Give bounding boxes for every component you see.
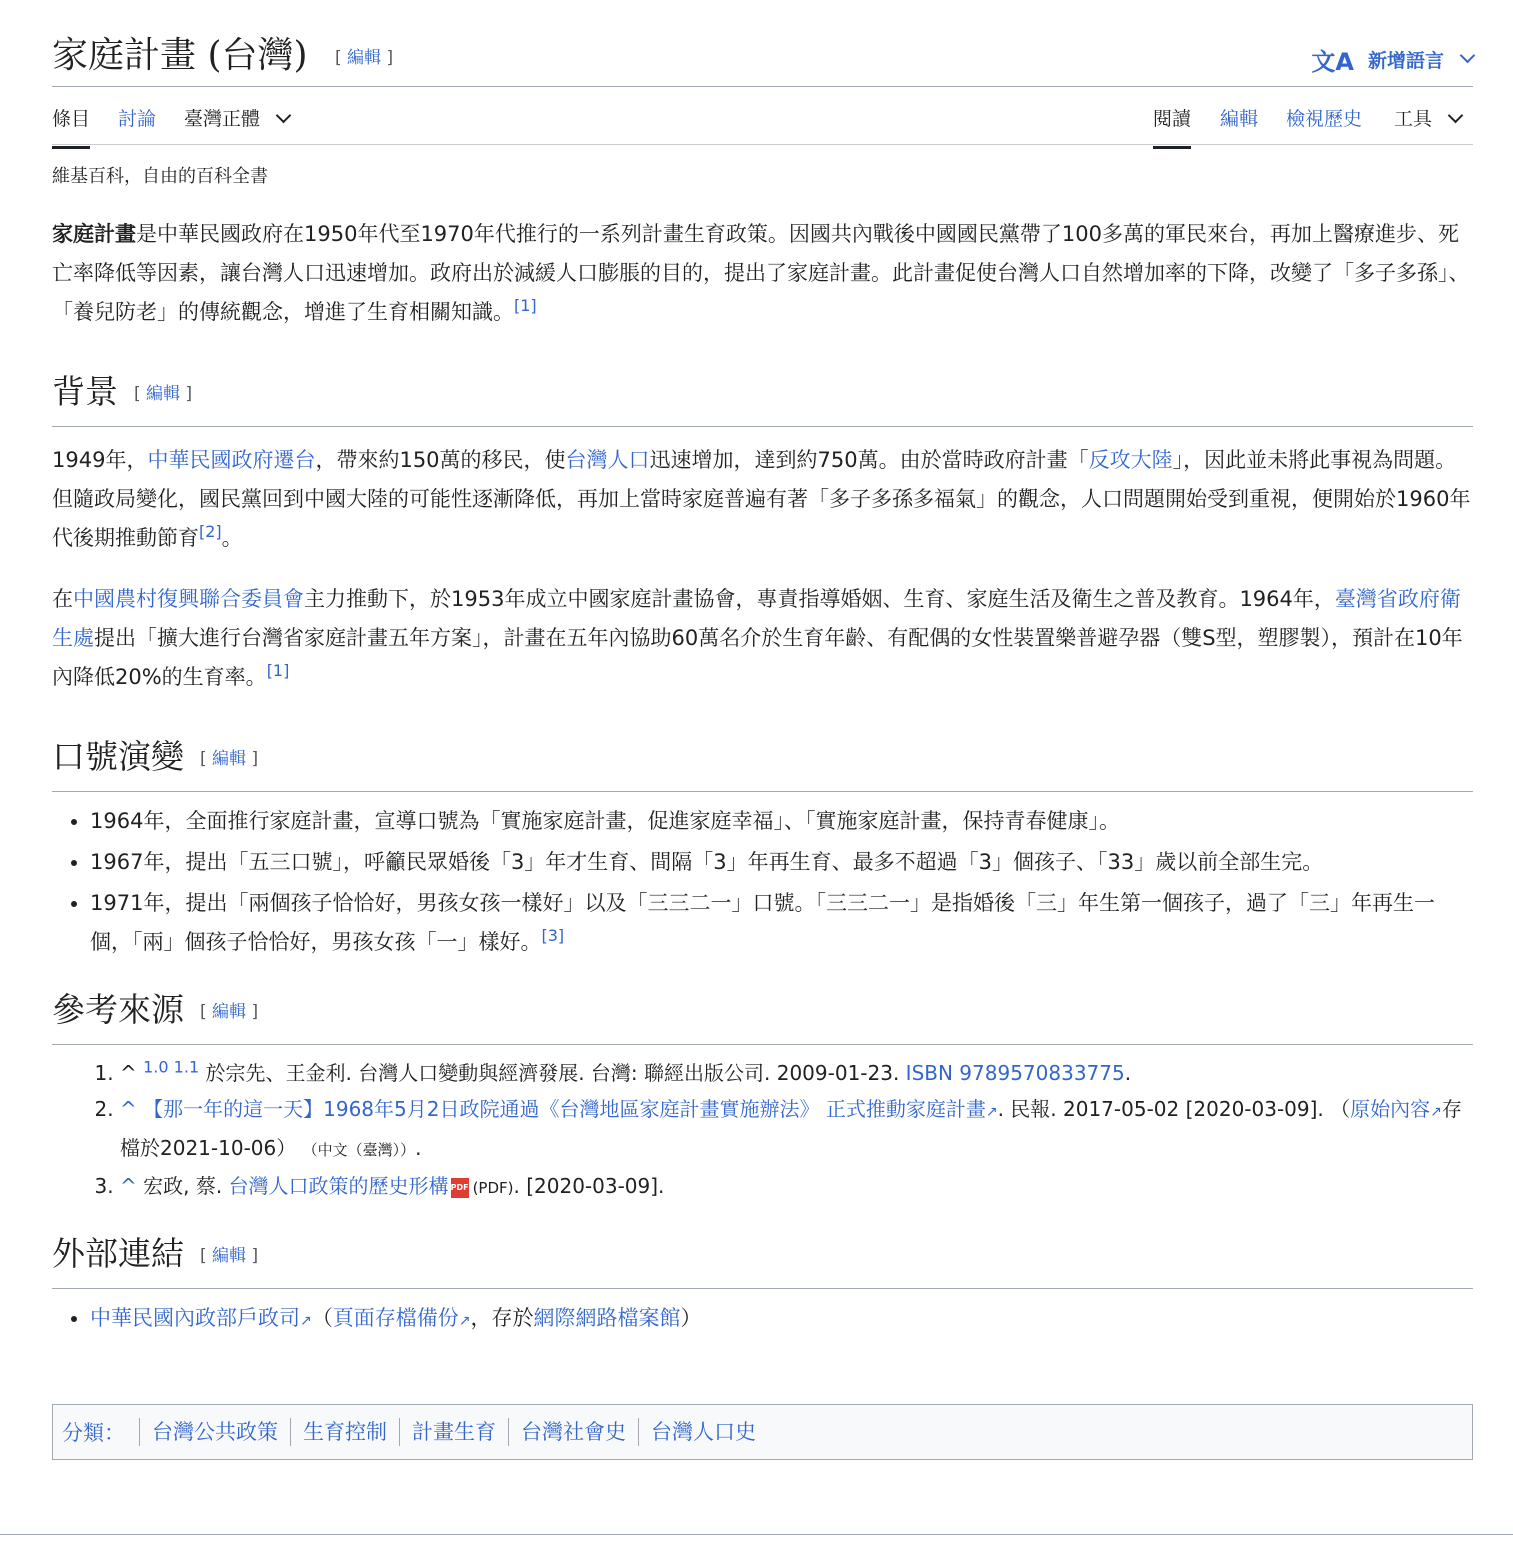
- section-edit: [ 編輯 ]: [200, 1002, 259, 1022]
- intro-bold: 家庭計畫: [52, 222, 136, 246]
- external-link-icon: ↗: [300, 1313, 312, 1329]
- language-note: （中文（臺灣））: [302, 1141, 416, 1159]
- section-external: [52, 1230, 1473, 1341]
- ref-link[interactable]: [1]: [266, 661, 290, 680]
- text: 1949年，: [52, 448, 148, 472]
- article-body: [52, 215, 1473, 1343]
- paragraph: [52, 580, 1473, 697]
- title-row: [52, 30, 1473, 87]
- intro-text: 是中華民國政府在1950年代至1970年代推行的一系列計畫生育政策。因國共內戰後中國國民黨帶了100多萬的軍民來台，再加上醫療進步、死亡率降低等因素，讓台灣人口迅速增加。政府出於減緩人口膨脹的目的，提出了家庭計畫。此計畫促使台灣人口自然增加率的下降，改變了「多子多孫」、「養兒防老」的傳統觀念，增進了生育相關知識。: [52, 222, 1470, 324]
- reference-item: [120, 1091, 1473, 1168]
- pdf-icon: PDF: [451, 1178, 469, 1198]
- text: 」，因此並未將此事視為問題。但隨政局變化，國民黨回到中國大陸的可能性逐漸降低，再加上當時家庭普遍有著「多子多孫多福氣」的觀念，人口問題開始受到重視，便開始於1960年代後期推動節育: [52, 448, 1471, 550]
- section-heading: [52, 368, 1473, 427]
- category-link[interactable]: 台灣社會史: [508, 1418, 638, 1446]
- section-edit-link[interactable]: 編輯: [212, 749, 247, 769]
- external-link-icon: ↗: [1430, 1104, 1442, 1120]
- heading-text: 口號演變: [52, 737, 184, 776]
- wiki-link[interactable]: 中國農村復興聯合委員會: [73, 587, 304, 611]
- section-edit-link[interactable]: 編輯: [146, 384, 181, 404]
- section-edit-link[interactable]: 編輯: [212, 1002, 247, 1022]
- paragraph: [52, 441, 1473, 558]
- text: 。: [221, 526, 243, 550]
- external-link[interactable]: 【那一年的這一天】1968年5月2日政院通過《台灣地區家庭計畫實施辦法》 正式推動家庭計畫: [143, 1097, 986, 1121]
- text: .: [1124, 1061, 1132, 1085]
- category-label[interactable]: 分類：: [62, 1421, 125, 1445]
- text: 於宗先、王金利. 台灣人口變動與經濟發展. 台灣: 聯經出版公司. 2009-01-23.: [205, 1061, 906, 1085]
- list-item: • 1964年，全面推行家庭計畫，宣導口號為「實施家庭計畫，促進家庭幸福」、「實施家庭計畫，保持青春健康」。: [90, 802, 1473, 841]
- text: . [2020-03-09].: [513, 1174, 665, 1198]
- heading-text: 參考來源: [52, 990, 184, 1029]
- page-title-text: 家庭計畫 (台灣): [52, 35, 308, 76]
- text: （: [311, 1306, 333, 1330]
- footer-divider: [0, 1534, 1513, 1535]
- text: ）: [680, 1306, 702, 1330]
- ref-link[interactable]: [2]: [199, 522, 222, 541]
- chevron-down-icon: [1448, 108, 1464, 124]
- page-title: [52, 32, 393, 82]
- heading-text: 外部連結: [52, 1234, 184, 1273]
- section-heading: [52, 733, 1473, 792]
- tab-history[interactable]: 檢視歷史: [1286, 108, 1363, 130]
- category-link[interactable]: 台灣公共政策: [139, 1418, 290, 1446]
- ref-link[interactable]: [1]: [514, 296, 537, 315]
- text: 在: [52, 587, 73, 611]
- list-item: [90, 1299, 1473, 1341]
- text: ，存於: [470, 1306, 534, 1330]
- text: ，帶來約150萬的移民，使: [315, 448, 566, 472]
- add-language-label: 新增語言: [1367, 50, 1444, 72]
- backref-link[interactable]: ^: [120, 1174, 137, 1198]
- tab-read[interactable]: 閱讀: [1153, 106, 1191, 149]
- site-tagline: 維基百科，自由的百科全書: [52, 166, 268, 187]
- external-link-icon: ↗: [985, 1104, 998, 1120]
- wiki-link[interactable]: 反攻大陸: [1088, 448, 1173, 472]
- backref: ^: [120, 1061, 137, 1085]
- section-heading: [52, 1230, 1473, 1289]
- section-edit-link[interactable]: 編輯: [212, 1246, 247, 1266]
- list-item: [90, 884, 1473, 962]
- section-edit: [ 編輯 ]: [134, 384, 193, 404]
- wiki-link[interactable]: 台灣人口: [565, 448, 650, 472]
- wiki-link[interactable]: 臺灣省政府衛生處: [52, 587, 1461, 650]
- tab-talk[interactable]: 討論: [118, 108, 157, 130]
- title-edit: [ 編輯 ]: [335, 48, 394, 68]
- external-link[interactable]: 頁面存檔備份: [332, 1306, 459, 1330]
- text: 提出「擴大進行台灣省家庭計畫五年方案」，計畫在五年內協助60萬名介於生育年齡、有配偶的女性裝置樂普避孕器（雙S型，塑膠製），預計在10年內降低20%的生育率。: [52, 626, 1463, 689]
- tab-tools[interactable]: [1394, 106, 1461, 146]
- backref-link[interactable]: 1.0: [143, 1057, 169, 1077]
- wiki-link[interactable]: 網際網路檔案館: [533, 1306, 681, 1330]
- section-heading: [52, 986, 1473, 1045]
- external-link[interactable]: 原始內容: [1350, 1097, 1431, 1121]
- tab-tools-label: 工具: [1394, 108, 1433, 130]
- section-edit: [ 編輯 ]: [200, 1246, 259, 1266]
- tab-article[interactable]: 條目: [52, 106, 90, 149]
- tab-variant-label: 臺灣正體: [184, 108, 261, 130]
- heading-text: 背景: [52, 372, 118, 411]
- section-slogans: [52, 733, 1473, 962]
- slogan-list: [52, 802, 1473, 962]
- tab-variant[interactable]: [184, 106, 289, 146]
- isbn-link[interactable]: ISBN 9789570833775: [905, 1061, 1125, 1085]
- reference-list: [52, 1055, 1473, 1206]
- section-background: [52, 368, 1473, 697]
- external-link[interactable]: 台灣人口政策的歷史形構: [228, 1174, 449, 1198]
- category-link[interactable]: 台灣人口史: [638, 1418, 768, 1446]
- reference-item: [120, 1055, 1473, 1091]
- text: 迅速增加，達到約750萬。由於當時政府計畫「: [649, 448, 1089, 472]
- intro-paragraph: [52, 215, 1473, 332]
- text: .: [415, 1136, 422, 1160]
- format-note: (PDF): [472, 1179, 514, 1197]
- category-link[interactable]: 生育控制: [290, 1418, 399, 1446]
- category-link[interactable]: 計畫生育: [399, 1418, 508, 1446]
- backref-link[interactable]: ^: [120, 1097, 137, 1121]
- text: 主力推動下，於1953年成立中國家庭計畫協會，專責指導婚姻、生育、家庭生活及衛生之普及教育。1964年，: [304, 587, 1335, 611]
- text: 1971年，提出「兩個孩子恰恰好，男孩女孩一樣好」以及「三三二一」口號。「三三二一」是指婚後「三」年生第一個孩子，過了「三」年再生一個，「兩」個孩子恰恰好，男孩女孩「一」樣好。: [90, 891, 1435, 954]
- page-tabs: [52, 86, 1473, 145]
- ref-link[interactable]: [3]: [541, 926, 565, 945]
- external-link-icon: ↗: [458, 1313, 471, 1329]
- category-box: [52, 1404, 1473, 1460]
- list-item: • 1967年，提出「五三口號」，呼籲民眾婚後「3」年才生育、間隔「3」年再生育、最多不超過「3」個孩子、「33」歲以前全部生完。: [90, 843, 1473, 882]
- section-references: [52, 986, 1473, 1206]
- section-edit: [ 編輯 ]: [200, 749, 259, 769]
- backref-link[interactable]: 1.1: [173, 1057, 200, 1077]
- wiki-link[interactable]: 中華民國政府遷台: [147, 448, 316, 472]
- external-list: [52, 1299, 1473, 1341]
- text: 宏政, 蔡.: [143, 1174, 229, 1198]
- chevron-down-icon: [1460, 48, 1476, 64]
- chevron-down-icon: [276, 108, 292, 124]
- reference-item: [120, 1168, 1473, 1206]
- add-language-button[interactable]: [1311, 42, 1473, 77]
- tab-edit[interactable]: 編輯: [1220, 108, 1259, 130]
- external-link[interactable]: 中華民國內政部戶政司: [90, 1306, 300, 1330]
- translate-icon: 文A: [1311, 48, 1354, 76]
- text: . 民報. 2017-05-02 [2020-03-09]. （: [997, 1097, 1351, 1121]
- text: 存檔於2021-10-06）: [120, 1097, 1462, 1160]
- title-edit-link[interactable]: 編輯: [347, 48, 382, 68]
